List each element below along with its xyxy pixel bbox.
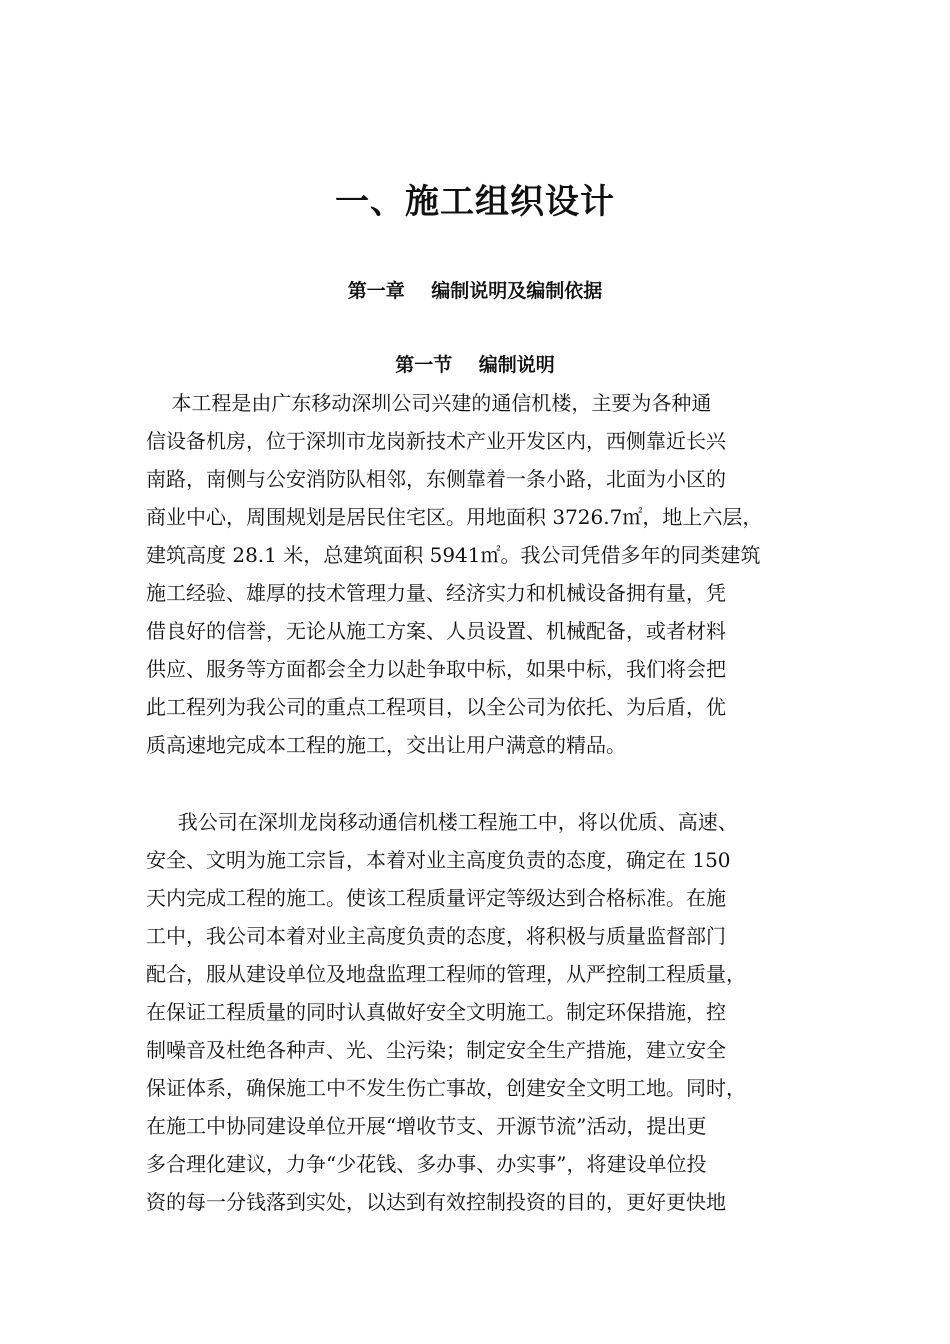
paragraph-line: 我公司在深圳龙岗移动通信机楼工程施工中，将以优质、高速、 xyxy=(146,810,738,834)
section-heading: 第一节 编制说明 xyxy=(395,354,555,376)
paragraph-line: 信设备机房，位于深圳市龙岗新技术产业开发区内，西侧靠近长兴 xyxy=(146,429,726,453)
paragraph-line: 在施工中协同建设单位开展“增收节支、开源节流”活动，提出更 xyxy=(146,1114,707,1138)
paragraph-line: 在保证工程质量的同时认真做好安全文明施工。制定环保措施，控 xyxy=(146,1000,726,1024)
paragraph-line: 供应、服务等方面都会全力以赴争取中标，如果中标，我们将会把 xyxy=(146,657,726,681)
paragraph-1 xyxy=(146,384,826,764)
paragraph-line: 商业中心，周围规划是居民住宅区。用地面积 3726.7㎡，地上六层， xyxy=(146,505,763,529)
paragraph-line: 此工程列为我公司的重点工程项目，以全公司为依托、为后盾，优 xyxy=(146,695,726,719)
paragraph-line: 天内完成工程的施工。使该工程质量评定等级达到合格标准。在施 xyxy=(146,886,726,910)
paragraph-line: 质高速地完成本工程的施工，交出让用户满意的精品。 xyxy=(146,733,626,757)
paragraph-line: 安全、文明为施工宗旨，本着对业主高度负责的态度，确定在 150 xyxy=(146,848,731,872)
paragraph-line: 工中，我公司本着对业主高度负责的态度，将积极与质量监督部门 xyxy=(146,924,726,948)
paragraph-line: 施工经验、雄厚的技术管理力量、经济实力和机械设备拥有量，凭 xyxy=(146,581,726,605)
chapter-heading: 第一章 编制说明及编制依据 xyxy=(347,280,603,302)
paragraph-line: 制噪音及杜绝各种声、光、尘污染；制定安全生产措施，建立安全 xyxy=(146,1038,726,1062)
paragraph-line: 保证体系，确保施工中不发生伤亡事故，创建安全文明工地。同时， xyxy=(146,1076,746,1100)
paragraph-line: 多合理化建议，力争“少花钱、多办事、办实事”，将建设单位投 xyxy=(146,1152,707,1176)
paragraph-line: 本工程是由广东移动深圳公司兴建的通信机楼，主要为各种通 xyxy=(146,391,712,415)
paragraph-line: 建筑高度 28.1 米，总建筑面积 5941㎡。我公司凭借多年的同类建筑 xyxy=(146,543,761,567)
paragraph-line: 配合，服从建设单位及地盘监理工程师的管理，从严控制工程质量， xyxy=(146,962,746,986)
paragraph-line: 资的每一分钱落到实处，以达到有效控制投资的目的，更好更快地 xyxy=(146,1190,726,1214)
paragraph-line: 借良好的信誉，无论从施工方案、人员设置、机械配备，或者材料 xyxy=(146,619,726,643)
paragraph-2 xyxy=(146,803,826,1221)
paragraph-line: 南路，南侧与公安消防队相邻，东侧靠着一条小路，北面为小区的 xyxy=(146,467,726,491)
document-title: 一、施工组织设计 xyxy=(335,182,615,222)
